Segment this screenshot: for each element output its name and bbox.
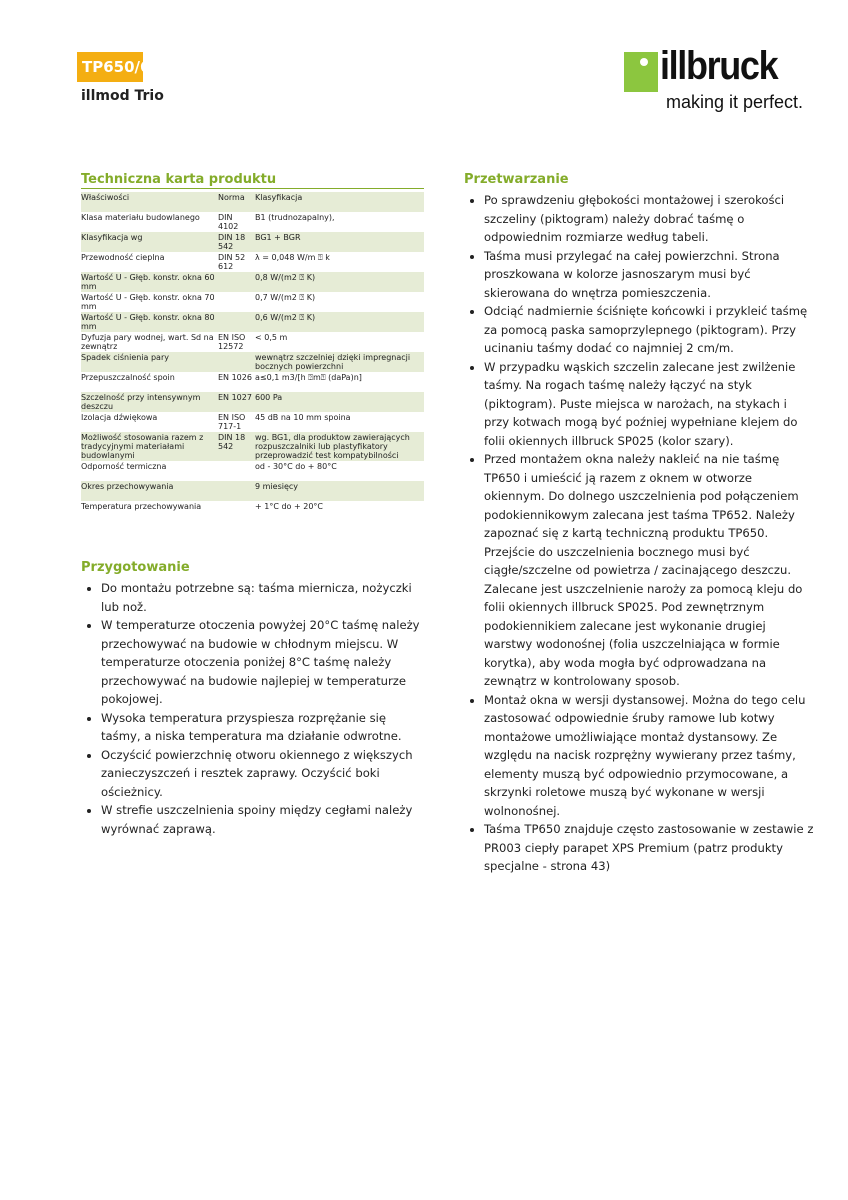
table-cell — [218, 461, 255, 481]
table-row — [81, 292, 424, 312]
table-cell: Szczelność przy intensywnym deszczu — [81, 392, 218, 412]
list-item: • W temperaturze otoczenia powyżej 20°C taśmę należy przechowywać na budowie w chłodnym miejscu. W temperaturze otoczenia poniżej 8°C taśmę należy przechowywać na budowie najlepiej w temperaturze pokojowej. — [101, 616, 426, 709]
table-cell: EN ISO 717-1 — [218, 413, 246, 431]
table-cell: 600 Pa — [255, 392, 424, 412]
list-item: • Oczyścić powierzchnię otworu okiennego z większych zanieczyszczeń i resztek zaprawy. Oczyścić boki ościeżnicy. — [101, 746, 426, 802]
table-cell: 0,7 W/(m2 ⍰ K) — [255, 293, 316, 302]
table-cell: 0,8 W/(m2 ⍰ K) — [255, 272, 424, 292]
table-row — [81, 412, 424, 432]
list-item: • W strefie uszczelnienia spoiny między cegłami należy wyrównać zaprawą. — [101, 801, 426, 838]
header-cell: Norma — [218, 192, 255, 212]
preparation-section — [81, 560, 426, 838]
logo-green-square-icon — [624, 52, 658, 92]
table-cell: EN 1026 — [218, 373, 252, 382]
list-item: • Taśma musi przylegać na całej powierzchni. Strona proszkowana w kolorze jasnoszarym musi być skierowana do wnętrza pomieszczenia. — [484, 247, 814, 303]
table-row — [81, 481, 424, 501]
list-item: • Do montażu potrzebne są: taśma miernicza, nożyczki lub nož. — [101, 579, 426, 616]
table-cell: Wartość U - Głęb. konstr. okna 80 mm — [81, 312, 218, 332]
table-row — [81, 461, 424, 481]
table-row — [81, 392, 424, 412]
table-cell: B1 (trudnozapalny), — [255, 213, 335, 222]
header-cell: Klasyfikacja — [255, 192, 424, 212]
table-cell: Temperatura przechowywania — [81, 502, 202, 511]
table-cell: Dyfuzja pary wodnej, wart. Sd na zewnątrz — [81, 333, 214, 351]
table-cell: Spadek ciśnienia pary — [81, 352, 218, 372]
list-item: • Wysoka temperatura przyspiesza rozprężanie się taśmy, a niska temperatura ma działanie odwrotne. — [101, 709, 426, 746]
table-cell: Przepuszczalność spoin — [81, 373, 175, 382]
table-cell: Klasyfikacja wg — [81, 232, 218, 252]
table-cell — [218, 501, 255, 521]
table-row — [81, 332, 424, 352]
section-title: Techniczna karta produktu — [81, 172, 424, 189]
table-cell: Klasa materiału budowlanego — [81, 213, 200, 222]
table-row — [81, 432, 424, 461]
list-item: • Montaż okna w wersji dystansowej. Można do tego celu zastosować odpowiednie śruby ramowe lub kotwy montażowe umożliwiające montaż dystansowy. Ze względu na nacisk rozprężny wywierany przez taśmy, elementy muszą być odpowiednio przymocowane, a skrzynki roletowe muszą być wykonane w wersji wolnonośnej. — [484, 691, 814, 821]
table-cell: wg. BG1, dla produktow zawierających rozpuszczalniki lub plastyfikatory przeprowadzić test kompatybilności — [255, 432, 424, 461]
table-row — [81, 232, 424, 252]
processing-section — [464, 172, 814, 876]
section-title: Przetwarzanie — [464, 172, 569, 187]
table-row — [81, 312, 424, 332]
table-cell: < 0,5 m — [255, 333, 288, 342]
processing-list — [464, 191, 814, 876]
list-item: • Przed montażem okna należy nakleić na nie taśmę TP650 i umieścić ją razem z oknem w otworze okiennym. Do dolnego uszczelnienia pod połączeniem podokiennikowym zalecana jest taśma TP652. Należy zapoznać się z kartą techniczną produktu TP650. Przejście do uszczelnienia bocznego musi być ciągłe/szczelne od powietrza / zacinającego deszczu. Zalecane jest uszczelnienie naroży za pomocą kleju do folii okiennych illbruck SP025. Pod zewnętrznym podokiennikiem zalecane jest wykonanie drugiej warstwy wodonośnej (folia uszczelniająca w formie korytka), aby woda mogła być odprowadzana na zewnątrz w kontrolowany sposob. — [484, 450, 814, 691]
table-cell: DIN 18 542 — [218, 232, 255, 252]
table-cell: 9 miesięcy — [255, 481, 424, 501]
table-cell: wewnątrz szczelniej dzięki impregnacji bocznych powierzchni — [255, 352, 424, 372]
header-cell: Właściwości — [81, 192, 218, 212]
preparation-list — [81, 579, 426, 838]
list-item: • Po sprawdzeniu głębokości montażowej i szerokości szczeliny (piktogram) należy dobrać taśmę o odpowiednim rozmiarze według tabeli. — [484, 191, 814, 247]
table-cell: Okres przechowywania — [81, 481, 218, 501]
tech-sheet-section — [81, 172, 424, 521]
table-cell: Wartość U - Głęb. konstr. okna 70 mm — [81, 293, 215, 311]
table-cell: DIN 4102 — [218, 213, 239, 231]
table-row — [81, 252, 424, 272]
table-cell: DIN 18 542 — [218, 432, 255, 461]
section-title: Przygotowanie — [81, 560, 190, 575]
table-cell: Możliwość stosowania razem z tradycyjnymi materiałami budowlanymi — [81, 432, 218, 461]
product-name: illmod Trio — [81, 88, 164, 104]
table-row — [81, 272, 424, 292]
table-cell: 0,6 W/(m2 ⍰ K) — [255, 312, 424, 332]
table-cell — [218, 292, 255, 312]
table-cell: BG1 + BGR — [255, 232, 424, 252]
logo-wordmark: illbruck — [660, 44, 778, 88]
list-item: • W przypadku wąskich szczelin zalecane jest zwilżenie taśmy. Na rogach taśmę należy łączyć na styk (piktogram). Puste miejsca w narożach, na stykach i przy kotwach mogą być poźniej wypełniane klejem do folii okiennych illbruck SP025 (kolor szary). — [484, 358, 814, 451]
table-cell: Odporność termiczna — [81, 462, 167, 471]
table-row — [81, 372, 424, 392]
table-cell: od - 30°C do + 80°C — [255, 462, 337, 471]
table-cell: Izolacja dźwiękowa — [81, 413, 158, 422]
table-cell: Wartość U - Głęb. konstr. okna 60 mm — [81, 272, 218, 292]
table-row — [81, 352, 424, 372]
list-item: • Taśma TP650 znajduje często zastosowanie w zestawie z PR003 ciepły parapet XPS Premium (patrz produkty specjalne - strona 43) — [484, 820, 814, 876]
product-code-badge: TP650/6 — [77, 52, 143, 82]
table-cell: EN 1027 — [218, 392, 255, 412]
table-cell: λ = 0,048 W/m ⍰ k — [255, 253, 330, 262]
table-cell — [218, 272, 255, 292]
table-header-row — [81, 192, 424, 212]
table-cell: 45 dB na 10 mm spoina — [255, 413, 351, 422]
table-cell: DIN 52 612 — [218, 253, 246, 271]
table-cell: EN ISO 12572 — [218, 333, 246, 351]
list-item: • Odciąć nadmiernie ściśnięte końcowki i przykleić taśmę za pomocą paska samoprzylepnego (piktogram). Przy ucinaniu taśmy dodać co najmniej 2 cm/m. — [484, 302, 814, 358]
table-cell — [218, 481, 255, 501]
table-row — [81, 212, 424, 232]
table-row — [81, 501, 424, 521]
table-cell — [218, 352, 255, 372]
properties-table — [81, 192, 424, 521]
logo-tagline: making it perfect. — [666, 92, 804, 112]
table-cell: + 1°C do + 20°C — [255, 502, 323, 511]
table-cell: a≤0,1 m3/[h ⍰m⍰ (daPa)n] — [255, 373, 362, 382]
table-cell — [218, 312, 255, 332]
table-cell: Przewodność cieplna — [81, 253, 165, 262]
